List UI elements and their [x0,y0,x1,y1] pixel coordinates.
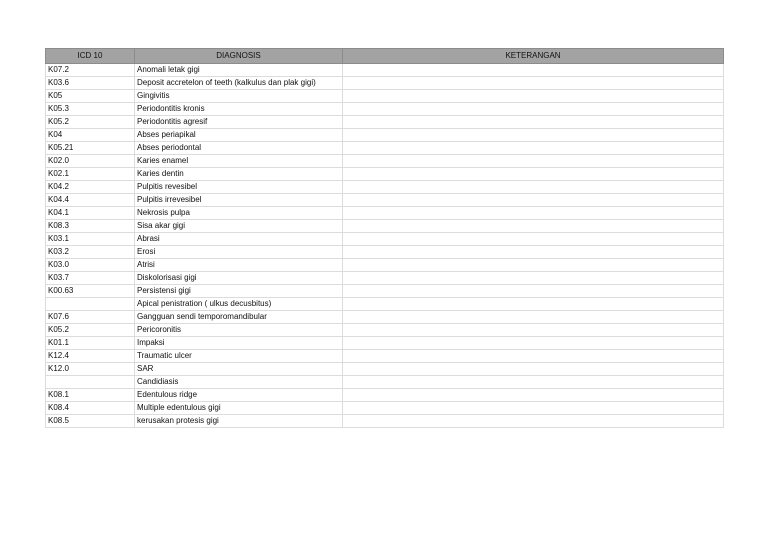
cell-keterangan[interactable] [343,350,724,363]
cell-keterangan[interactable] [343,337,724,350]
cell-icd-code[interactable]: K07.2 [46,64,135,77]
table-row [46,220,724,233]
table-row [46,402,724,415]
column-header-icd10: ICD 10 [46,49,135,64]
cell-icd-code[interactable]: K05.3 [46,103,135,116]
cell-keterangan[interactable] [343,168,724,181]
cell-icd-code[interactable]: K04.2 [46,181,135,194]
table-header-row [46,49,724,64]
cell-icd-code[interactable]: K03.1 [46,233,135,246]
cell-keterangan[interactable] [343,129,724,142]
cell-keterangan[interactable] [343,207,724,220]
cell-icd-code[interactable]: K08.5 [46,415,135,428]
cell-keterangan[interactable] [343,220,724,233]
cell-diagnosis[interactable]: SAR [135,363,343,376]
cell-icd-code[interactable]: K02.1 [46,168,135,181]
cell-icd-code[interactable]: K03.0 [46,259,135,272]
table-row [46,77,724,90]
table-row [46,155,724,168]
cell-diagnosis[interactable]: Diskolorisasi gigi [135,272,343,285]
cell-icd-code[interactable]: K04.1 [46,207,135,220]
cell-keterangan[interactable] [343,363,724,376]
cell-icd-code[interactable]: K04 [46,129,135,142]
cell-icd-code[interactable]: K08.3 [46,220,135,233]
cell-diagnosis[interactable]: Gingivitis [135,90,343,103]
cell-keterangan[interactable] [343,103,724,116]
cell-icd-code[interactable]: K08.4 [46,402,135,415]
column-header-diagnosis: DIAGNOSIS [135,49,343,64]
icd-diagnosis-table [45,48,724,428]
cell-diagnosis[interactable]: Periodontitis kronis [135,103,343,116]
cell-diagnosis[interactable]: kerusakan protesis gigi [135,415,343,428]
cell-diagnosis[interactable]: Nekrosis pulpa [135,207,343,220]
cell-keterangan[interactable] [343,90,724,103]
table-row [46,194,724,207]
cell-icd-code[interactable]: K05.21 [46,142,135,155]
table-row [46,233,724,246]
cell-icd-code[interactable]: K05.2 [46,324,135,337]
spreadsheet-sheet [45,48,723,428]
cell-icd-code[interactable]: K03.7 [46,272,135,285]
cell-diagnosis[interactable]: Multiple edentulous gigi [135,402,343,415]
cell-diagnosis[interactable]: Edentulous ridge [135,389,343,402]
cell-keterangan[interactable] [343,402,724,415]
table-row [46,285,724,298]
cell-icd-code[interactable]: K07.6 [46,311,135,324]
cell-icd-code[interactable]: K12.4 [46,350,135,363]
cell-diagnosis[interactable]: Deposit accretelon of teeth (kalkulus dan plak gigi) [135,77,343,90]
cell-keterangan[interactable] [343,285,724,298]
cell-keterangan[interactable] [343,324,724,337]
table-row [46,64,724,77]
cell-diagnosis[interactable]: Karies enamel [135,155,343,168]
table-row [46,90,724,103]
cell-icd-code[interactable]: K03.2 [46,246,135,259]
cell-icd-code[interactable]: K02.0 [46,155,135,168]
table-row [46,324,724,337]
cell-diagnosis[interactable]: Pulpitis irrevesibel [135,194,343,207]
table-row [46,207,724,220]
table-row [46,350,724,363]
cell-diagnosis[interactable]: Gangguan sendi temporomandibular [135,311,343,324]
cell-icd-code[interactable]: K04.4 [46,194,135,207]
cell-icd-code[interactable] [46,376,135,389]
cell-icd-code[interactable]: K01.1 [46,337,135,350]
cell-diagnosis[interactable]: Traumatic ulcer [135,350,343,363]
cell-icd-code[interactable]: K00.63 [46,285,135,298]
table-row [46,259,724,272]
cell-icd-code[interactable]: K03.6 [46,77,135,90]
cell-diagnosis[interactable]: Abrasi [135,233,343,246]
table-row [46,298,724,311]
cell-icd-code[interactable]: K05.2 [46,116,135,129]
table-row [46,103,724,116]
cell-diagnosis[interactable]: Pulpitis revesibel [135,181,343,194]
cell-diagnosis[interactable]: Apical penistration ( ulkus decusbitus) [135,298,343,311]
table-row [46,376,724,389]
table-row [46,246,724,259]
cell-icd-code[interactable]: K08.1 [46,389,135,402]
cell-keterangan[interactable] [343,116,724,129]
cell-keterangan[interactable] [343,389,724,402]
table-row [46,181,724,194]
cell-keterangan[interactable] [343,194,724,207]
cell-keterangan[interactable] [343,272,724,285]
cell-diagnosis[interactable]: Erosi [135,246,343,259]
cell-diagnosis[interactable]: Abses periodontal [135,142,343,155]
cell-diagnosis[interactable]: Persistensi gigi [135,285,343,298]
cell-keterangan[interactable] [343,233,724,246]
cell-diagnosis[interactable]: Atrisi [135,259,343,272]
cell-diagnosis[interactable]: Periodontitis agresif [135,116,343,129]
table-row [46,142,724,155]
cell-keterangan[interactable] [343,311,724,324]
cell-keterangan[interactable] [343,259,724,272]
table-row [46,129,724,142]
cell-icd-code[interactable] [46,298,135,311]
table-row [46,389,724,402]
table-row [46,415,724,428]
cell-keterangan[interactable] [343,181,724,194]
table-row [46,311,724,324]
cell-icd-code[interactable]: K12.0 [46,363,135,376]
cell-diagnosis[interactable]: Impaksi [135,337,343,350]
cell-keterangan[interactable] [343,298,724,311]
table-row [46,272,724,285]
cell-keterangan[interactable] [343,142,724,155]
cell-keterangan[interactable] [343,376,724,389]
table-row [46,363,724,376]
table-row [46,337,724,350]
cell-diagnosis[interactable]: Karies dentin [135,168,343,181]
cell-diagnosis[interactable]: Pericoronitis [135,324,343,337]
cell-keterangan[interactable] [343,415,724,428]
cell-keterangan[interactable] [343,246,724,259]
cell-diagnosis[interactable]: Sisa akar gigi [135,220,343,233]
cell-diagnosis[interactable]: Candidiasis [135,376,343,389]
cell-icd-code[interactable]: K05 [46,90,135,103]
table-row [46,168,724,181]
table-row [46,116,724,129]
cell-keterangan[interactable] [343,64,724,77]
cell-keterangan[interactable] [343,77,724,90]
column-header-keterangan: KETERANGAN [343,49,724,64]
cell-keterangan[interactable] [343,155,724,168]
cell-diagnosis[interactable]: Abses periapikal [135,129,343,142]
table-body [46,64,724,428]
cell-diagnosis[interactable]: Anomali letak gigi [135,64,343,77]
